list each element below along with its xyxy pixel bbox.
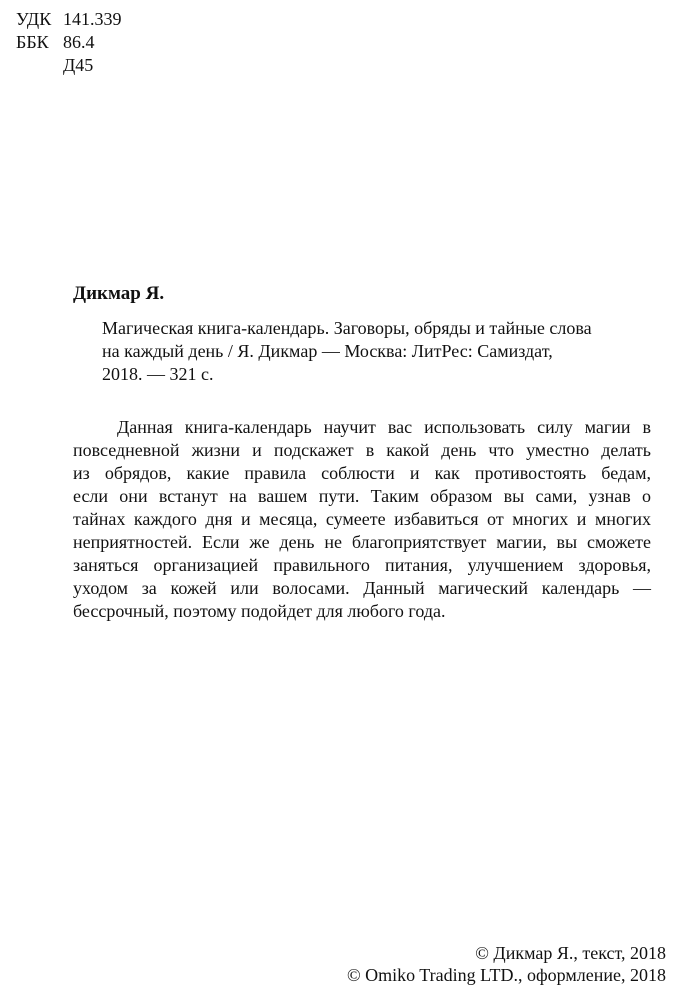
classification-codes (16, 8, 122, 77)
annotation-line: неприятностей. Если же день не благоприятствует магии, вы сможете (73, 532, 651, 552)
biblio-line: Магическая книга-календарь. Заговоры, обряды и тайные слова (102, 318, 592, 338)
biblio-line: 2018. — 321 с. (102, 364, 214, 384)
annotation-line: заняться организацией правильного питания, улучшением здоровья, (73, 555, 651, 575)
copyright-design: © Omiko Trading LTD., оформление, 2018 (346, 965, 666, 985)
annotation-line: если они встанут на вашем пути. Таким образом вы сами, узнав о (73, 486, 651, 506)
copyright-block (347, 942, 666, 986)
bbk-label: ББК (16, 32, 49, 52)
annotation-line: бессрочный, поэтому подойдет для любого года. (73, 601, 446, 621)
annotation-line: повседневной жизни и подскажет в какой день что уместно делать (73, 440, 651, 460)
copyright-text: © Дикмар Я., текст, 2018 (475, 943, 666, 963)
annotation-line: Данная книга-календарь научит вас использовать силу магии в (117, 417, 651, 437)
annotation-line: уходом за кожей или волосами. Данный магический календарь — (73, 578, 651, 598)
biblio-line: на каждый день / Я. Дикмар — Москва: ЛитРес: Самиздат, (102, 341, 553, 361)
annotation-line: из обрядов, какие правила соблюсти и как противостоять бедам, (73, 463, 651, 483)
udk-row (16, 8, 122, 31)
author-mark-row (16, 54, 122, 77)
author-mark: Д45 (63, 55, 94, 75)
udk-value: 141.339 (63, 9, 122, 29)
bibliographic-record (102, 317, 662, 386)
annotation-line: тайнах каждого дня и месяца, сумеете избавиться от многих и многих (73, 509, 651, 529)
bbk-value: 86.4 (63, 32, 95, 52)
udk-label: УДК (16, 9, 52, 29)
annotation (73, 416, 651, 623)
bbk-row (16, 31, 122, 54)
author-heading: Дикмар Я. (73, 283, 165, 304)
